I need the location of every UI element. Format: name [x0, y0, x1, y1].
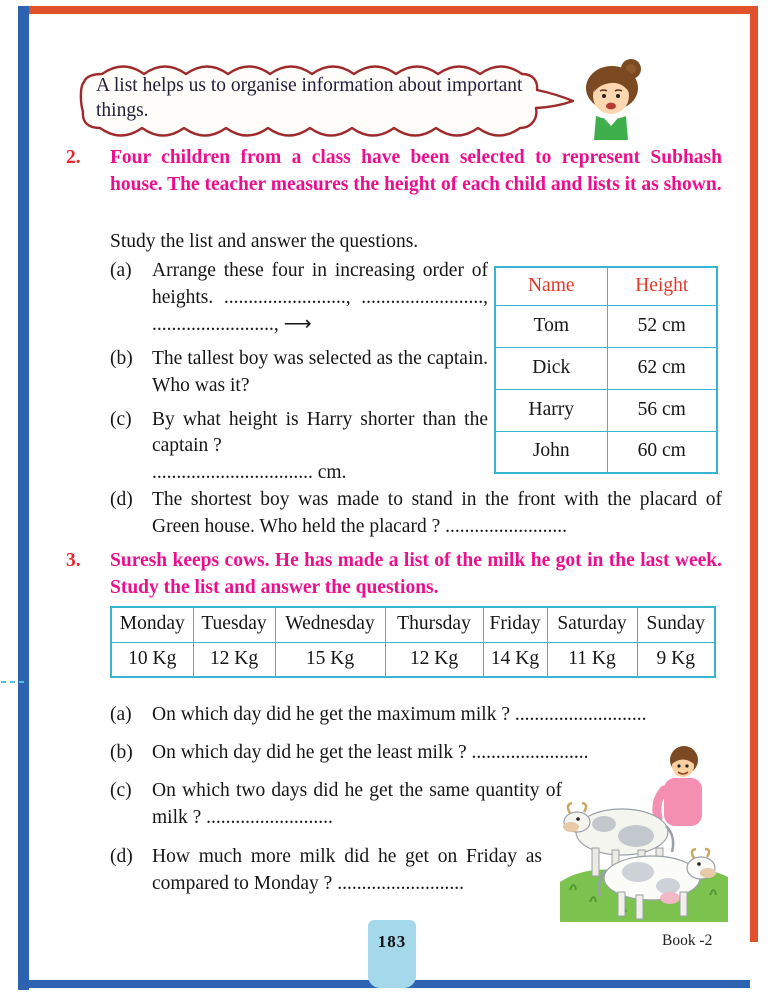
table-header-cell: Friday — [483, 607, 547, 642]
table-header-cell: Saturday — [547, 607, 637, 642]
item-text: The shortest boy was made to stand in the front with the placard of Green house. Who held the placard ? ......................... — [152, 489, 722, 537]
table-cell: Harry — [495, 389, 607, 431]
table-header-cell: Height — [607, 267, 717, 305]
table-cell: 56 cm — [607, 389, 717, 431]
table-row — [495, 431, 717, 473]
fold-marks — [1, 681, 24, 683]
question-item-d — [110, 487, 722, 541]
table-cell: Tom — [495, 305, 607, 347]
table-header-cell: Monday — [111, 607, 193, 642]
item-text — [152, 258, 488, 339]
question-2-number: 2. — [66, 147, 81, 168]
cow-scene-illustration — [560, 740, 728, 922]
item-label: (a) — [110, 704, 132, 725]
milk-table — [110, 606, 716, 678]
question-2-prompt: Four children from a class have been selected to represent Subhash house. The teacher measures the height of each child and lists it as shown. — [110, 147, 722, 195]
page-border-top — [29, 6, 758, 14]
table-cell: 12 Kg — [193, 642, 275, 677]
table-header-cell: Tuesday — [193, 607, 275, 642]
question-2-item-d-wrap — [110, 487, 722, 548]
question-3-prompt: Suresh keeps cows. He has made a list of the milk he got in the last week. Study the list and answer the questions. — [110, 550, 722, 598]
item-text: On which day did he get the least milk ? ........................ — [152, 741, 589, 763]
page-border-left — [18, 6, 29, 990]
question-item-c — [110, 407, 488, 488]
page-number: 183 — [377, 932, 407, 951]
page-border-right — [750, 6, 758, 942]
study-instruction: Study the list and answer the questions. — [110, 231, 419, 252]
table-cell: 14 Kg — [483, 642, 547, 677]
table-header-row — [111, 607, 715, 642]
item-label: (b) — [110, 741, 133, 763]
table-row — [495, 347, 717, 389]
item-label: (c) — [110, 408, 132, 430]
answer-blanks: ........................., ........................., ........................., — [152, 286, 488, 335]
question-2-items — [110, 258, 488, 494]
table-header-cell: Wednesday — [275, 607, 385, 642]
item-text: On which day did he get the maximum milk ? ........................... — [152, 704, 647, 725]
item-label: (b) — [110, 347, 133, 369]
item-text: How much more milk did he get on Friday as compared to Monday ? .......................... — [152, 845, 542, 894]
table-cell: John — [495, 431, 607, 473]
table-row — [495, 305, 717, 347]
table-row — [495, 389, 717, 431]
table-cell: 10 Kg — [111, 642, 193, 677]
question-item-a — [110, 702, 722, 729]
table-cell: 60 cm — [607, 431, 717, 473]
table-cell: 62 cm — [607, 347, 717, 389]
table-row — [111, 642, 715, 677]
page-number-tab — [368, 920, 416, 988]
answer-blank-line: ................................. cm. — [152, 462, 347, 484]
item-text — [152, 407, 488, 488]
item-label: (c) — [110, 779, 132, 801]
item-text-main: By what height is Harry shorter than the captain ? — [152, 408, 488, 457]
table-cell: 15 Kg — [275, 642, 385, 677]
item-label: (a) — [110, 260, 132, 281]
item-text-main: Arrange these four in increasing order of heights. — [152, 260, 488, 308]
table-header-row — [495, 267, 717, 305]
item-text: The tallest boy was selected as the captain. Who was it? — [152, 347, 488, 396]
table-header-cell: Sunday — [637, 607, 715, 642]
book-label: Book -2 — [662, 932, 713, 949]
table-header-cell: Name — [495, 267, 607, 305]
speech-bubble — [70, 54, 575, 146]
question-3-number: 3. — [66, 550, 81, 571]
right-arrow-icon: ⟶ — [283, 313, 311, 335]
table-cell: 52 cm — [607, 305, 717, 347]
table-cell: 11 Kg — [547, 642, 637, 677]
item-label: (d) — [110, 845, 133, 867]
girl-illustration — [574, 56, 652, 144]
table-header-cell: Thursday — [385, 607, 483, 642]
item-text: On which two days did he get the same quantity of milk ? .......................... — [152, 779, 562, 828]
speech-bubble-text: A list helps us to organise information about important things. — [96, 75, 523, 122]
question-item-a — [110, 258, 488, 339]
item-label: (d) — [110, 489, 133, 510]
height-table — [494, 266, 718, 474]
table-cell: Dick — [495, 347, 607, 389]
table-cell: 9 Kg — [637, 642, 715, 677]
question-item-b — [110, 346, 488, 400]
table-cell: 12 Kg — [385, 642, 483, 677]
